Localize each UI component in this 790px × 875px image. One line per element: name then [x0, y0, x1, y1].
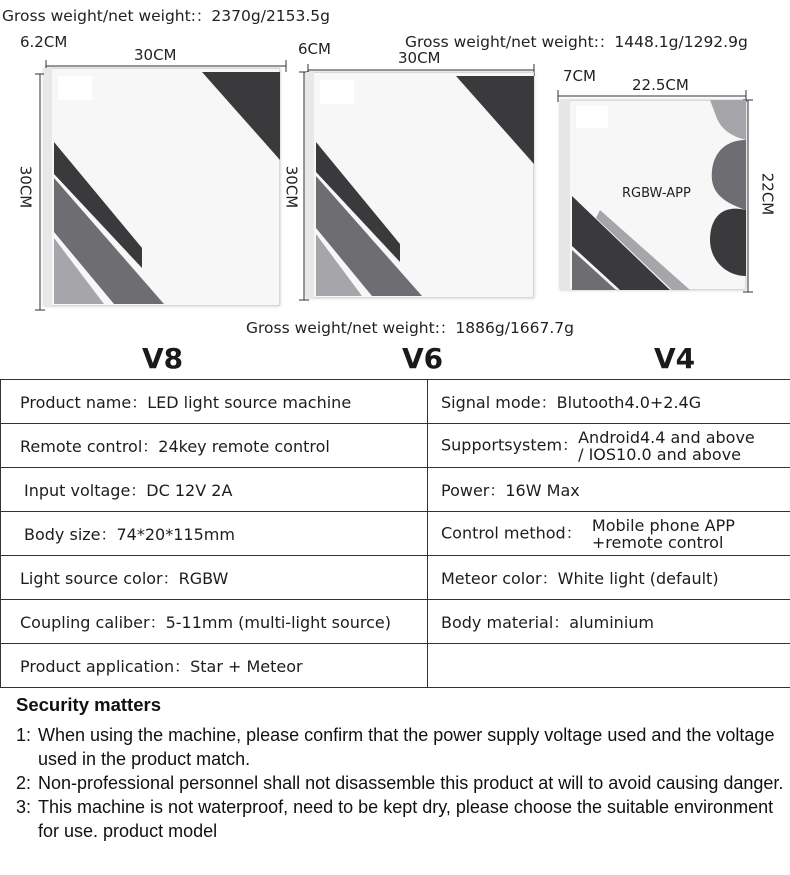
- security-item: [16, 723, 786, 771]
- security-item: [16, 771, 786, 795]
- spec-row: [1, 644, 790, 688]
- v4-depth-label: 7CM: [563, 67, 596, 85]
- spec-control-method-label: Control method：: [441, 523, 582, 542]
- spec-row: [1, 600, 790, 644]
- security-section: [16, 694, 786, 843]
- spec-row: [1, 512, 790, 556]
- security-item: [16, 795, 786, 843]
- control-method-line-1: Mobile phone APP: [591, 515, 735, 535]
- v4-box-text: RGBW-APP: [622, 186, 691, 201]
- security-item-text: Non-professional personnel shall not disassemble this product at will to avoid causing danger.: [38, 773, 784, 793]
- spec-signal-mode: Signal mode：Blutooth4.0+2.4G: [428, 380, 790, 424]
- v4-weight-label: Gross weight/net weight:：1448.1g/1292.9g: [405, 33, 748, 51]
- v8-height-label: 30CM: [16, 165, 35, 209]
- v8-weight-label: Gross weight/net weight:：2370g/2153.5g: [2, 7, 331, 25]
- spec-row: [1, 380, 790, 424]
- control-method-line-2: +remote control: [591, 532, 724, 552]
- security-item-number: 2:: [16, 773, 32, 793]
- spec-row: [1, 424, 790, 468]
- spec-coupling-caliber: Coupling caliber：5-11mm (multi-light source): [1, 600, 428, 644]
- support-system-line-1: Android4.4 and above: [578, 427, 755, 447]
- spec-remote-control: Remote control：24key remote control: [1, 424, 428, 468]
- spec-body-size: Body size：74*20*115mm: [1, 512, 428, 556]
- spec-control-method-values: [592, 517, 735, 551]
- security-item-text: This machine is not waterproof, need to be kept dry, please choose the suitable environment for use. product model: [38, 797, 774, 841]
- spec-body-material: Body material：aluminium: [428, 600, 790, 644]
- spec-row: [1, 468, 790, 512]
- v8-sticker: [58, 76, 92, 100]
- v6-box-image: [306, 72, 534, 298]
- security-item-text: When using the machine, please confirm that the power supply voltage used and the voltage used in the product match.: [38, 725, 775, 769]
- spec-table: [0, 379, 790, 688]
- security-title: Security matters: [16, 694, 161, 715]
- spec-support-system-values: [578, 429, 755, 463]
- spec-meteor-color: Meteor color：White light (default): [428, 556, 790, 600]
- v8-model-label: V8: [142, 342, 184, 375]
- v4-model-label: V4: [654, 342, 696, 375]
- support-system-line-2: / IOS10.0 and above: [578, 444, 742, 464]
- security-list: [16, 723, 786, 843]
- v4-height-label: 22CM: [758, 172, 777, 216]
- spec-support-system-label: Supportsystem：: [441, 435, 579, 454]
- spec-support-system-cell: [428, 424, 790, 468]
- spec-product-name: Product name：LED light source machine: [1, 380, 428, 424]
- spec-empty-cell: [428, 644, 790, 688]
- v4-sticker: [576, 106, 608, 128]
- security-item-number: 3:: [16, 797, 32, 817]
- v6-sticker: [320, 80, 354, 104]
- v8-width-label: 30CM: [134, 46, 177, 64]
- product-images-area: [0, 0, 790, 380]
- spec-product-application: Product application：Star + Meteor: [1, 644, 428, 688]
- v6-model-label: V6: [402, 342, 444, 375]
- spec-row: [1, 556, 790, 600]
- v4-width-label: 22.5CM: [632, 76, 689, 94]
- spec-control-method-cell: [428, 512, 790, 556]
- spec-power: Power：16W Max: [428, 468, 790, 512]
- spec-light-source-color: Light source color：RGBW: [1, 556, 428, 600]
- v6-height-label: 30CM: [282, 165, 301, 209]
- v8-box-image: [44, 68, 280, 306]
- security-item-number: 1:: [16, 725, 32, 745]
- v6-depth-label: 6CM: [298, 40, 331, 58]
- v6-weight-label: Gross weight/net weight:：1886g/1667.7g: [246, 319, 575, 337]
- spec-input-voltage: Input voltage：DC 12V 2A: [1, 468, 428, 512]
- v4-box-image: [560, 100, 746, 290]
- v6-width-label: 30CM: [398, 49, 441, 67]
- v8-depth-label: 6.2CM: [20, 33, 68, 51]
